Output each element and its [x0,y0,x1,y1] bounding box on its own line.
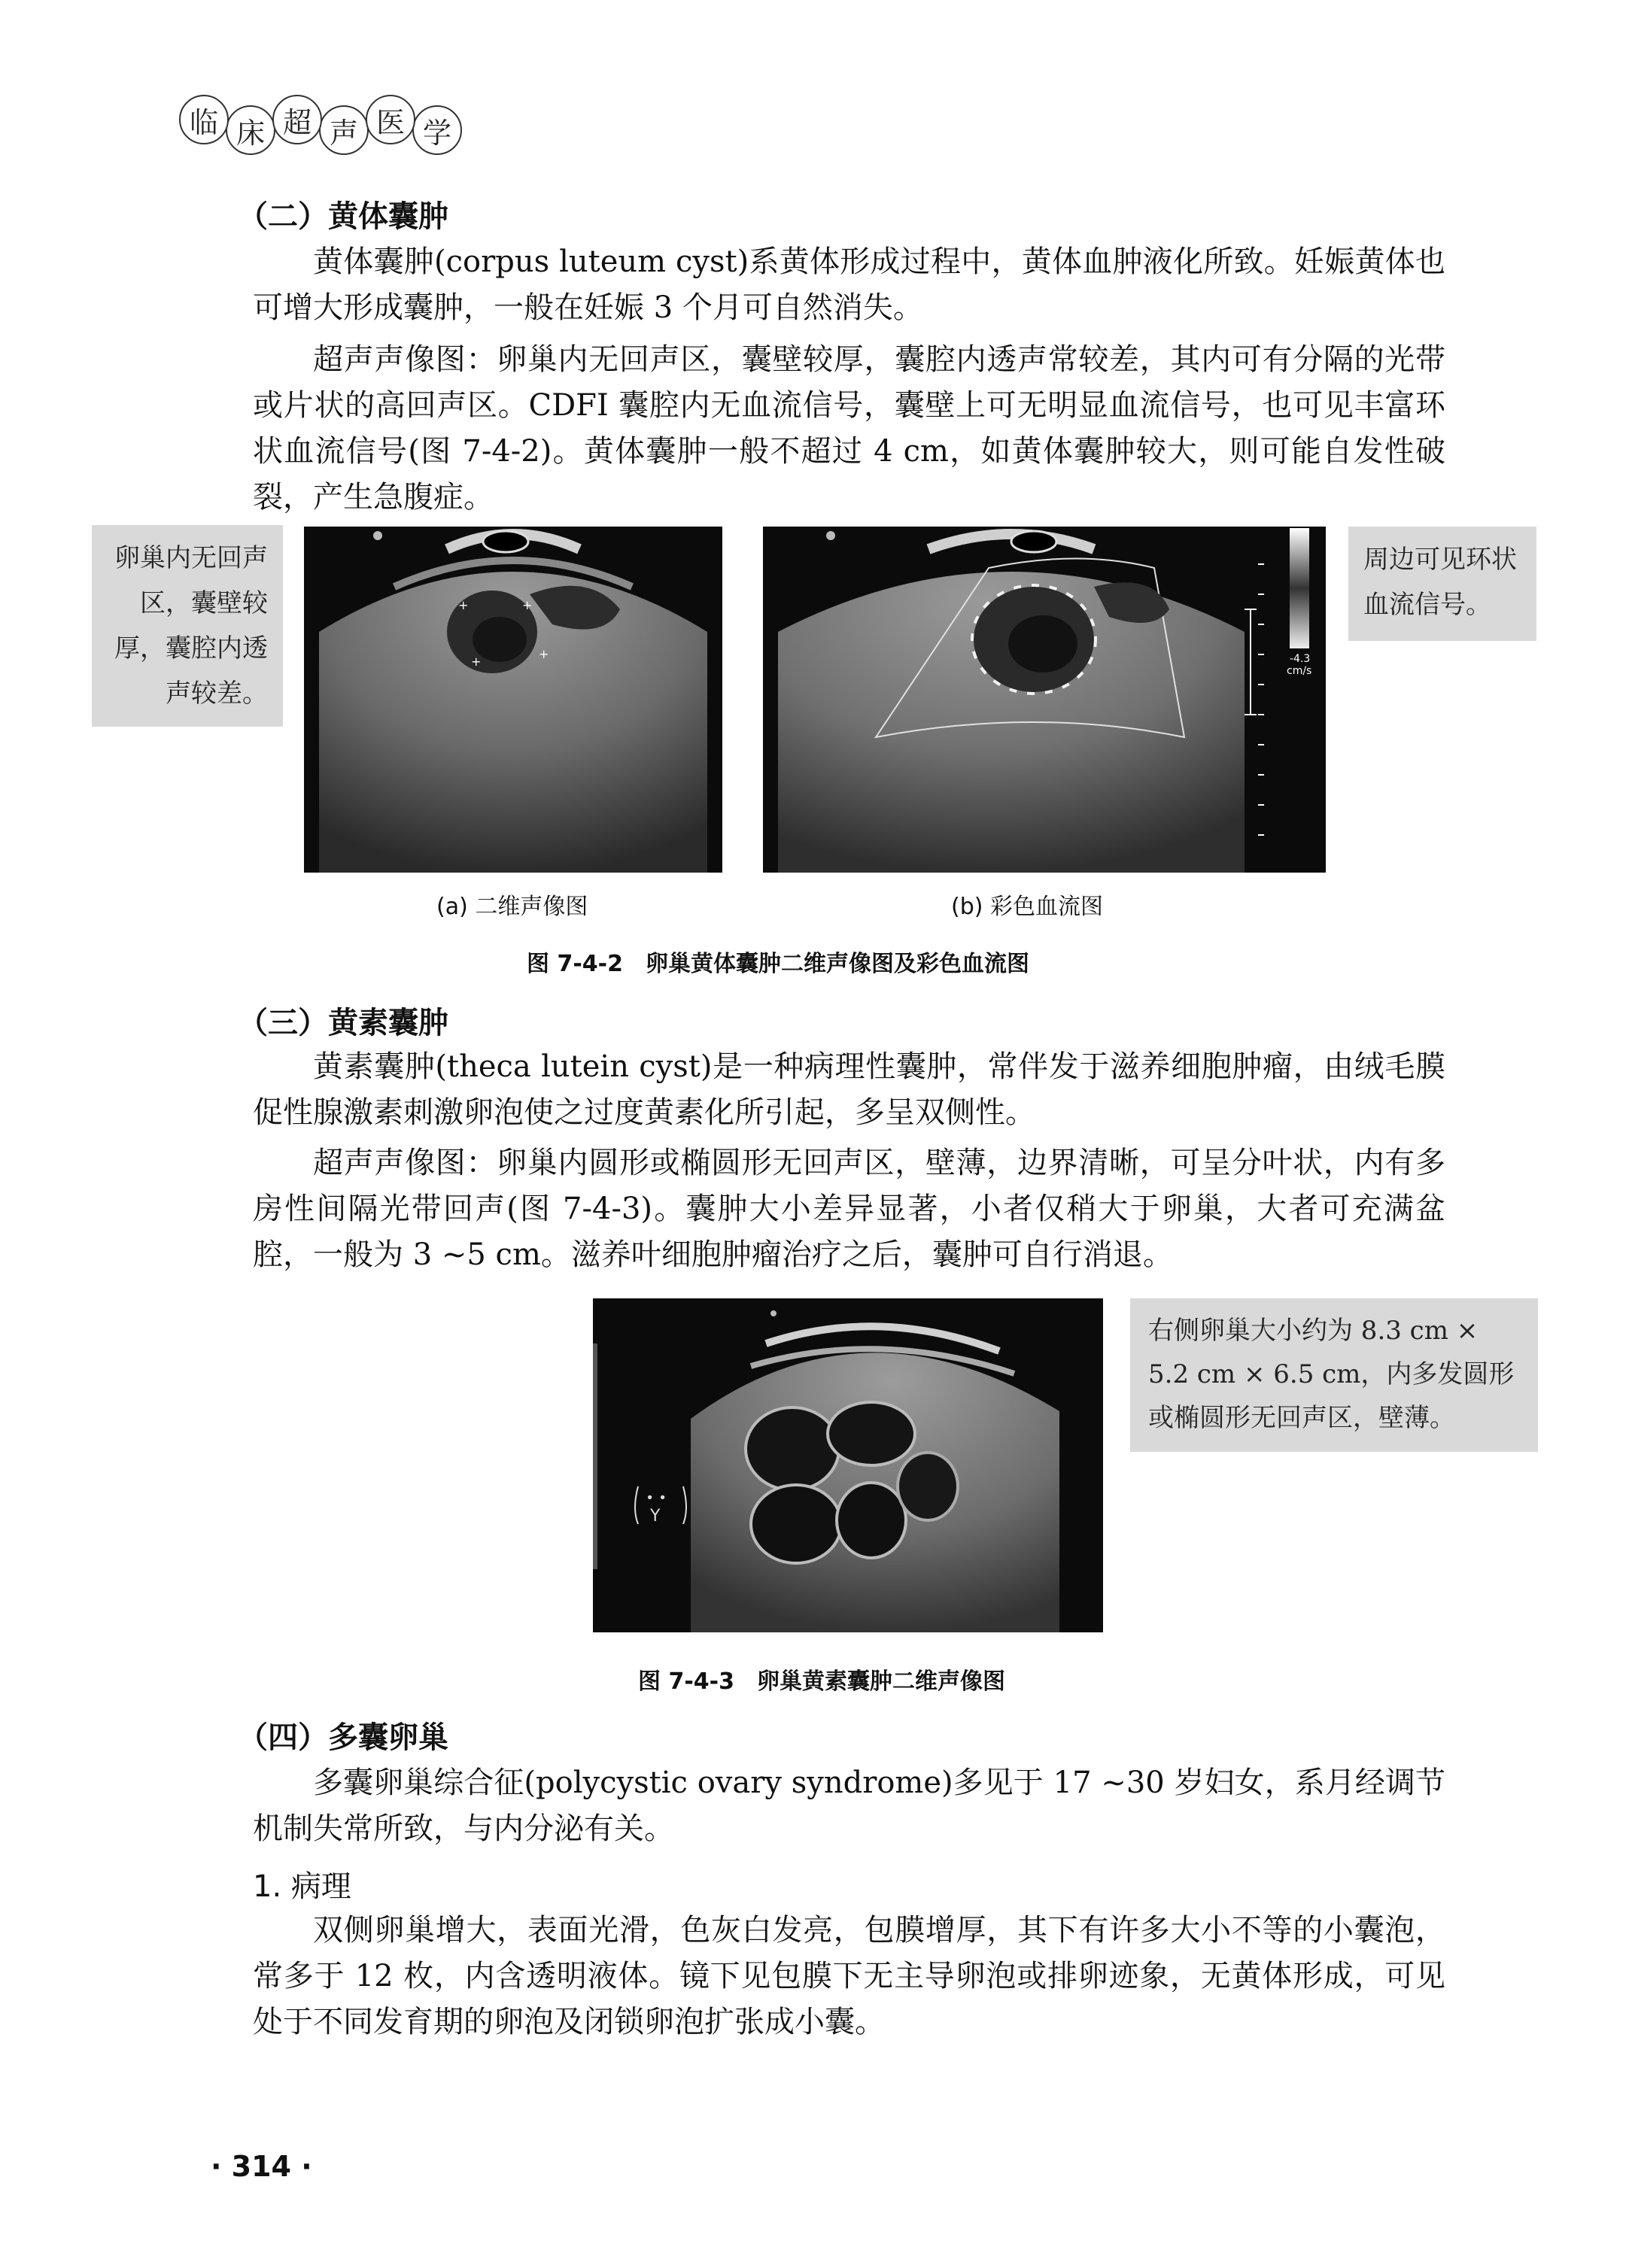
section-heading-polycystic-ovary: （四）多囊卵巢 [238,1720,448,1755]
subfigure-caption-b: (b) 彩色血流图 [951,894,1103,920]
svg-text:+: + [458,598,469,612]
svg-text:+: + [539,647,549,661]
header-char: 学 [412,105,462,155]
svg-text:Y: Y [650,1507,661,1526]
svg-text:+: + [471,654,482,669]
paragraph: 黄素囊肿(theca lutein cyst)是一种病理性囊肿，常伴发于滋养细胞肿瘤，由绒毛膜促性腺激素刺激卵泡使之过度黄素化所引起，多呈双侧性。 [253,1049,1445,1130]
book-title-header [179,105,459,155]
paragraph: 双侧卵巢增大，表面光滑，色灰白发亮，包膜增厚，其下有许多大小不等的小囊泡，常多于 12 枚，内含透明液体。镜下见包膜下无主导卵泡或排卵迹象，无黄体形成，可见处于不同发育期的卵泡及闭锁卵泡扩张成小囊。 [253,1913,1445,2039]
paragraph: 超声声像图：卵巢内无回声区，囊壁较厚，囊腔内透声常较差，其内可有分隔的光带或片状的高回声区。CDFI 囊腔内无血流信号，囊壁上可无明显血流信号，也可见丰富环状血流信号(图 7-4-2)。黄体囊肿一般不超过 4 cm，如黄体囊肿较大，则可能自发性破裂，产生急腹症。 [253,342,1445,515]
header-char: 医 [366,95,415,144]
section-heading-theca-lutein: （三）黄素囊肿 [238,1006,448,1040]
svg-text:+: + [522,598,533,612]
figure-caption-7-4-2: 图 7-4-2 卵巢黄体囊肿二维声像图及彩色血流图 [527,951,1029,977]
ultrasound-image-theca-lutein [593,1298,1103,1632]
header-char: 床 [226,105,275,155]
svg-text:cm/s: cm/s [1287,665,1312,677]
svg-text:-4.3: -4.3 [1290,653,1311,665]
ultrasound-image-color-doppler [763,527,1326,873]
side-note-right-measurement: 右侧卵巢大小约为 8.3 cm × 5.2 cm × 6.5 cm，内多发圆形或椭圆形无回声区，壁薄。 [1130,1298,1538,1452]
side-note-right: 周边可见环状血流信号。 [1348,527,1536,641]
paragraph: 黄体囊肿(corpus luteum cyst)系黄体形成过程中，黄体血肿液化所致。妊娠黄体也可增大形成囊肿，一般在妊娠 3 个月可自然消失。 [253,244,1445,325]
subfigure-caption-a: (a) 二维声像图 [436,894,588,920]
page-number: · 314 · [211,2150,312,2183]
section-heading-corpus-luteum: （二）黄体囊肿 [238,199,448,234]
svg-text:∙ ∙: ∙ ∙ [646,1489,667,1505]
header-char: 超 [272,95,322,144]
header-char: 声 [319,105,369,155]
figure-caption-7-4-3: 图 7-4-3 卵巢黄素囊肿二维声像图 [638,1668,1005,1695]
paragraph: 超声声像图：卵巢内圆形或椭圆形无回声区，壁薄，边界清晰，可呈分叶状，内有多房性间隔光带回声(图 7-4-3)。囊肿大小差异显著，小者仅稍大于卵巢，大者可充满盆腔，一般为 3 ~5 cm。滋养叶细胞肿瘤治疗之后，囊肿可自行消退。 [253,1146,1445,1272]
subsection-heading-pathology: 1. 病理 [253,1869,351,1904]
paragraph: 多囊卵巢综合征(polycystic ovary syndrome)多见于 17 ~30 岁妇女，系月经调节机制失常所致，与内分泌有关。 [253,1766,1445,1846]
header-char: 临 [179,95,229,144]
side-note-left: 卵巢内无回声区，囊壁较厚，囊腔内透声较差。 [92,525,283,727]
ultrasound-image-2d [304,527,722,873]
